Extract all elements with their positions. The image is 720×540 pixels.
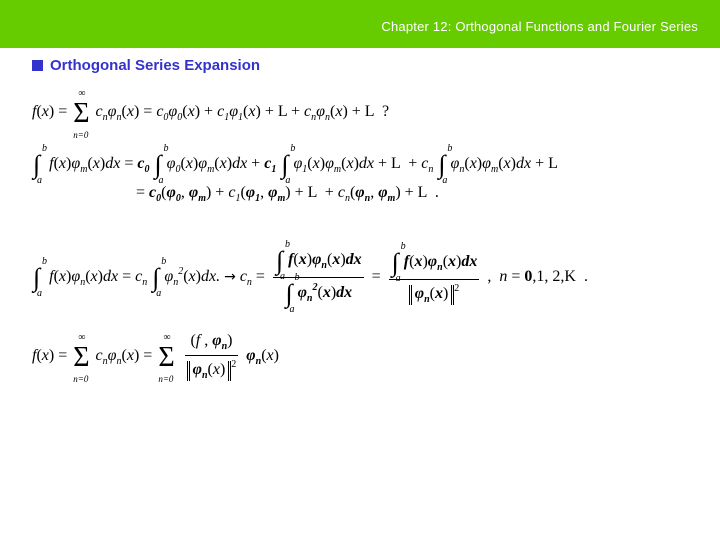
equation-final-series: f(x) = Σ ∞ n=0 $c_n\varphi_n(x) = \Sigma$ ∞ n=0 $\frac{(f , \varphi_n)}{\varphi_n(x) ^2}$ $\varphi_n(x)$	[32, 332, 279, 385]
section-heading	[32, 55, 260, 75]
chapter-title: Chapter 12: Orthogonal Functions and Fourier Series	[381, 19, 698, 34]
equation-series-expansion: f(x) = Σ ∞ n=0 $c_n\varphi_n(x) = c_0\varphi_0(x) + c_1\varphi_1(x) + L + c_n\varphi_n(x) + L$ ?	[32, 88, 390, 140]
equation-integral-expansion: ∫ b a $f(x)\varphi_m(x)dx = c_0$ ∫ b a $\varphi_0(x)\varphi_m(x)dx + c_1$ ∫ b a $\varphi_1(x)\varphi_m(x)dx + L + c_n$ ∫ b a $\varphi_n(x)\varphi_m(x)dx + L$	[33, 143, 558, 186]
square-bullet-icon	[32, 60, 43, 71]
right-arrow-icon: →	[224, 269, 236, 286]
section-title-text: Orthogonal Series Expansion	[50, 56, 261, 74]
equation-coefficient: ∫ b a $f(x)\varphi_n(x)dx = c_n$ ∫ b a $\varphi_n^2(x)dx$. → $c_n$ = ∫ b a $f(x)\varphi_n(x)dx$ ∫ b a $\varphi_n^2(x)dx$ = ∫ b a $f(x)\varphi_n(x)dx$ $\varphi_n(x)$ $^2$ , n = 0,1, 2,K .	[33, 239, 588, 315]
header-bar	[0, 0, 720, 48]
equation-inner-products: = $c_0(\varphi_0$, $\varphi_m) + c_1(\varphi_1$, $\varphi_m) + L + c_n(\varphi_n$, $\varphi_m) + L$ .	[136, 184, 439, 204]
